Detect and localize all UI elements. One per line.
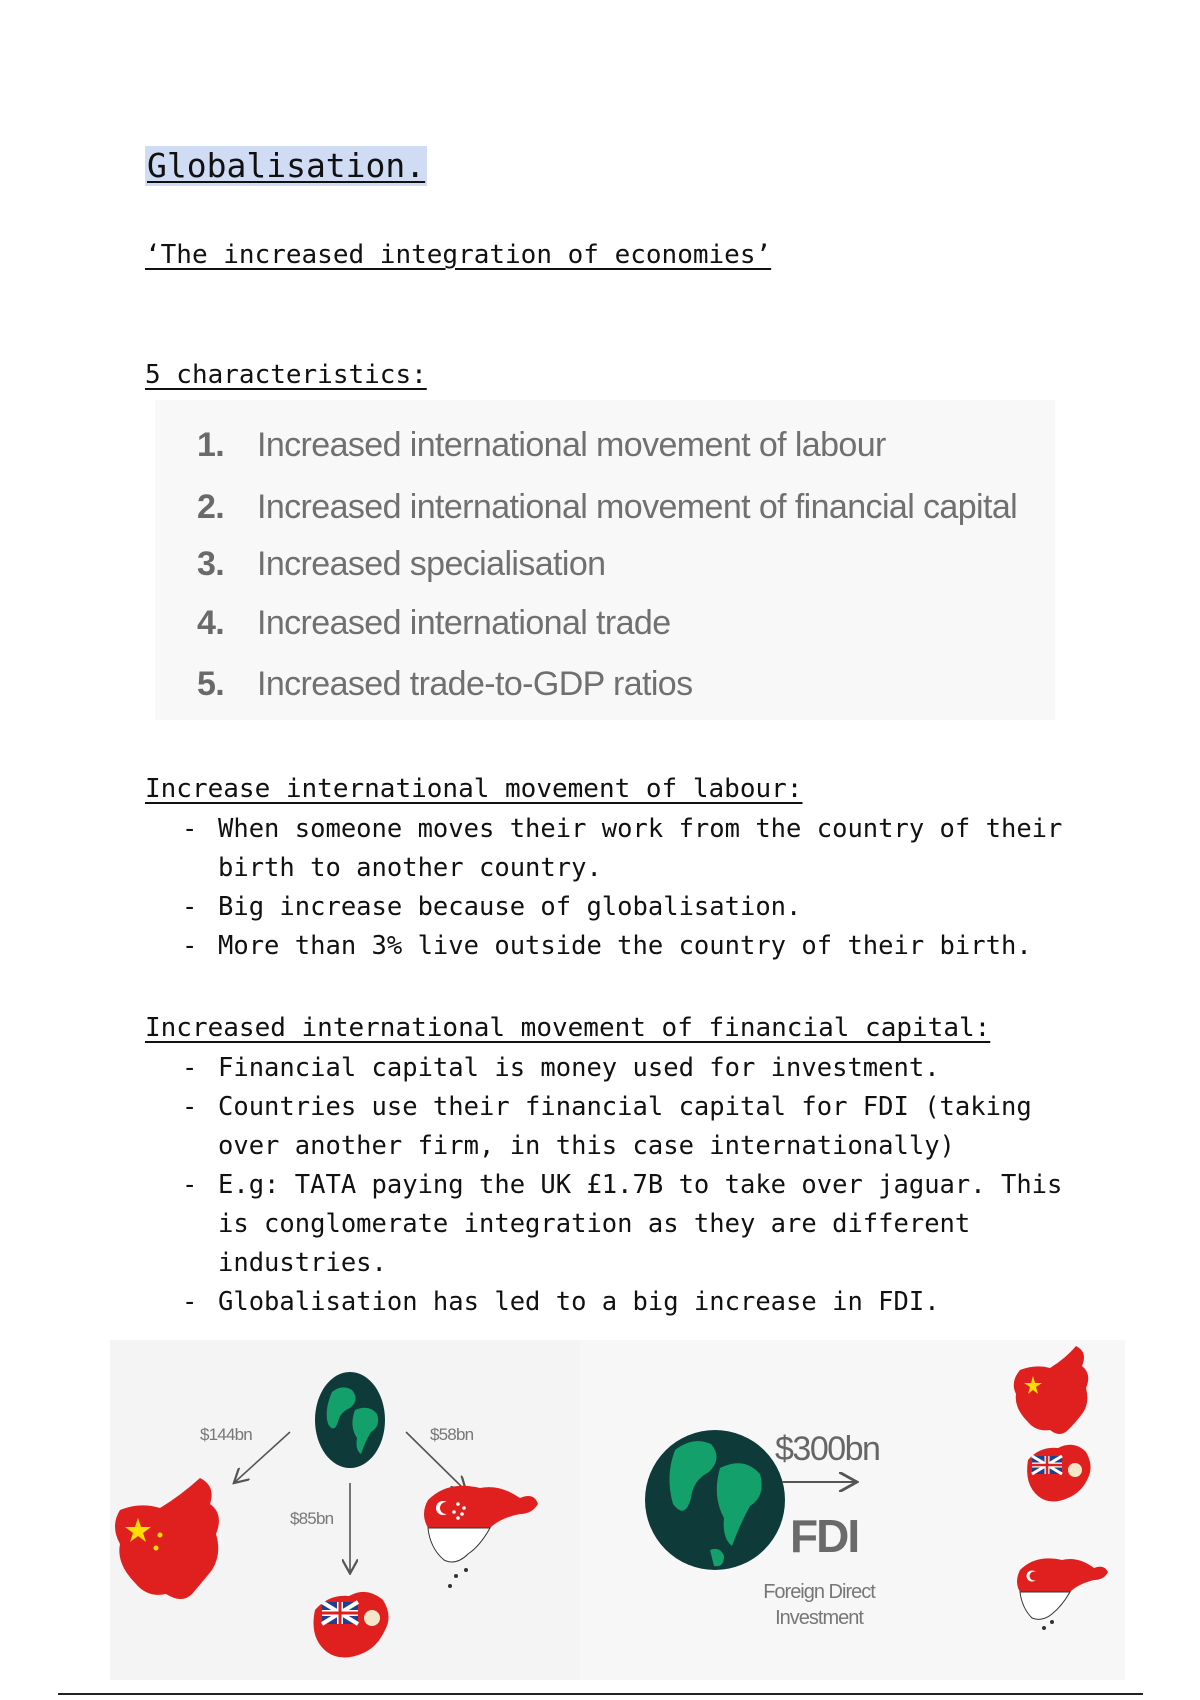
capital-bullets — [178, 1049, 1098, 1322]
fdi-caption-line2: Investment — [775, 1607, 863, 1629]
globe-icon — [315, 1372, 385, 1468]
flow-label-china: $144bn — [200, 1425, 252, 1444]
hongkong-flag-map-icon-right — [1027, 1445, 1090, 1502]
labour-bullets — [178, 810, 1098, 966]
characteristic-item: 3. Increased specialisation — [197, 545, 606, 583]
fdi-caption-line1: Foreign Direct — [763, 1581, 875, 1603]
characteristic-item: 5. Increased trade-to-GDP ratios — [197, 665, 693, 703]
labour-heading: Increase international movement of labour: — [145, 774, 803, 804]
bullet-item: - Big increase because of globalisation. — [178, 888, 1098, 927]
bullet-item: - Financial capital is money used for investment. — [178, 1049, 1098, 1088]
singapore-flag-map-icon-right — [1017, 1558, 1108, 1630]
definition-quote: ‘The increased integration of economies’ — [145, 240, 772, 270]
fdi-infographic — [110, 1340, 1125, 1680]
bullet-item: - Countries use their financial capital for FDI (taking over another firm, in this case internationally) — [178, 1088, 1098, 1166]
large-globe-icon — [645, 1430, 785, 1570]
bullet-item: - When someone moves their work from the country of their birth to another country. — [178, 810, 1098, 888]
characteristic-item: 1. Increased international movement of labour — [197, 426, 886, 464]
bullet-item: - Globalisation has led to a big increase in FDI. — [178, 1283, 1098, 1322]
page-title: Globalisation. — [147, 146, 426, 185]
capital-heading: Increased international movement of financial capital: — [145, 1013, 991, 1043]
fdi-diagram — [110, 1340, 1125, 1680]
characteristics-box — [155, 400, 1055, 720]
characteristic-item: 2. Increased international movement of financial capital — [197, 488, 1018, 526]
characteristics-heading: 5 characteristics: — [145, 360, 427, 390]
page-bottom-rule — [58, 1693, 1143, 1695]
flow-label-singapore: $58bn — [430, 1425, 474, 1444]
fdi-total-value: $300bn — [775, 1430, 880, 1468]
china-flag-map-icon-right — [1014, 1346, 1089, 1434]
fdi-label: FDI — [790, 1510, 859, 1562]
bullet-item: - More than 3% live outside the country of their birth. — [178, 927, 1098, 966]
flow-label-hongkong: $85bn — [290, 1509, 334, 1528]
characteristic-item: 4. Increased international trade — [197, 604, 671, 642]
bullet-item: - E.g: TATA paying the UK £1.7B to take over jaguar. This is conglomerate integration as they are different industries. — [178, 1166, 1098, 1283]
